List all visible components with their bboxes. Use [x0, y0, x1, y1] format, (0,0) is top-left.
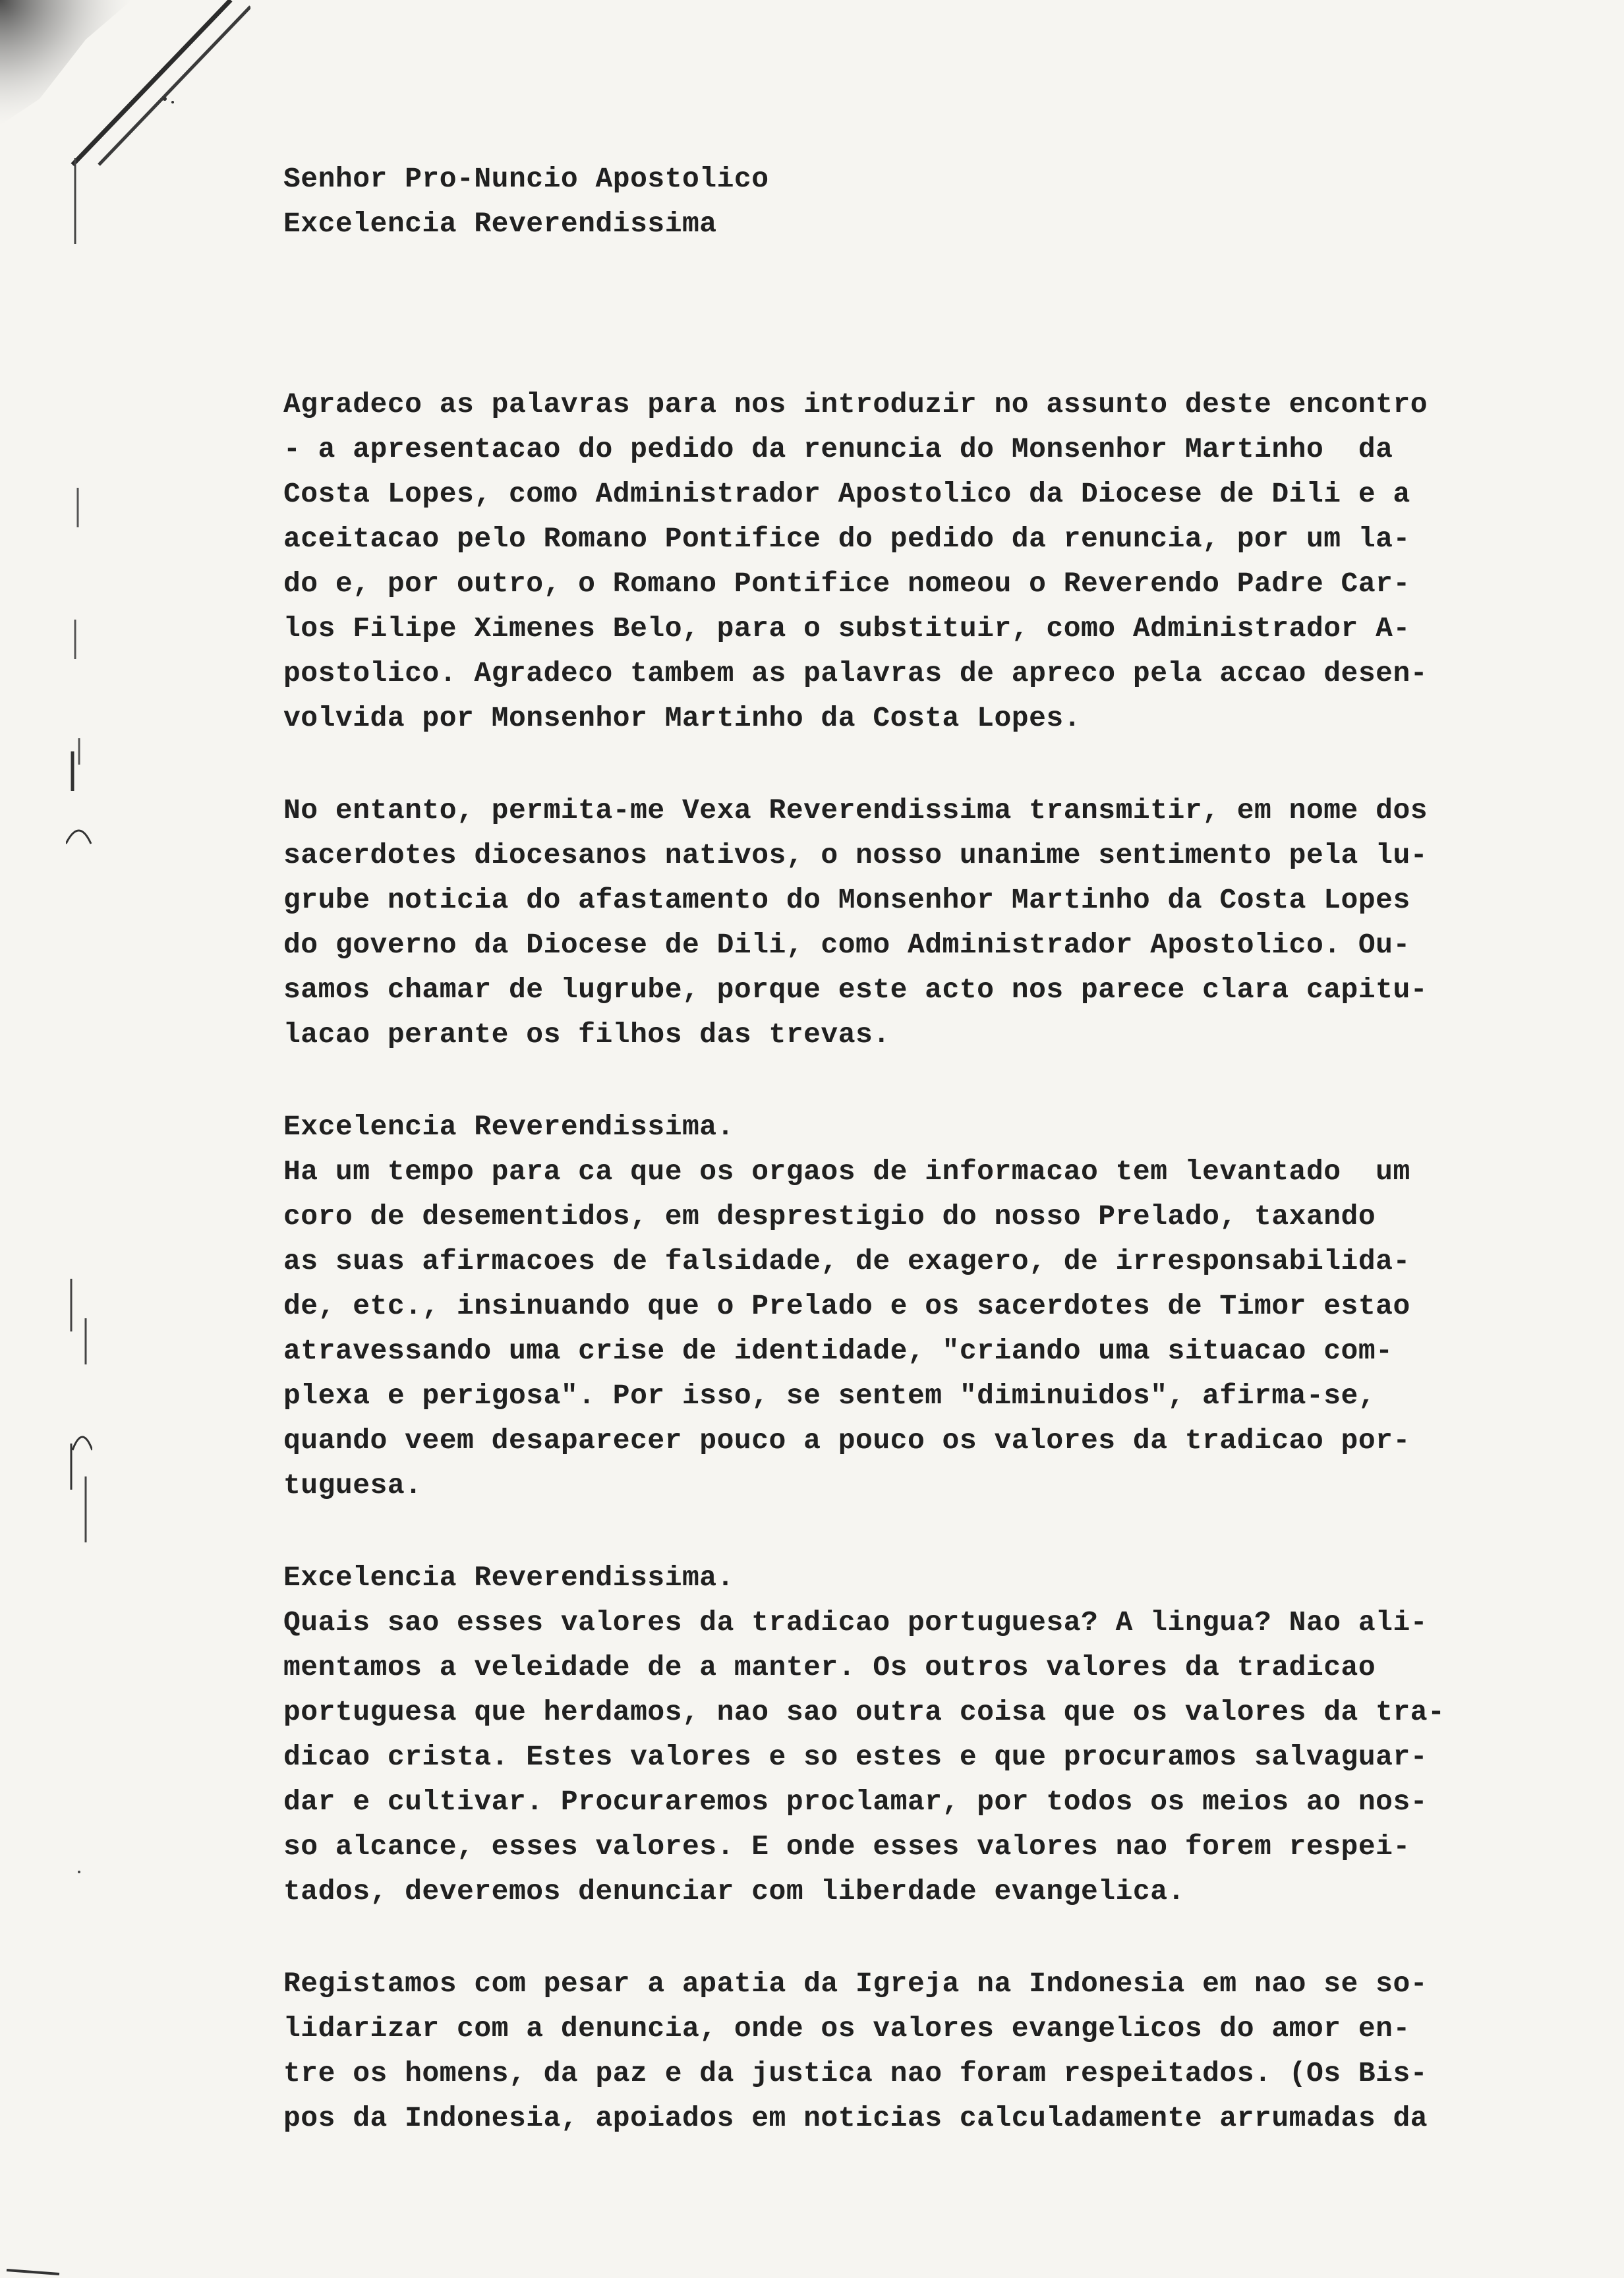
salutation	[283, 157, 1470, 247]
text-line: quando veem desaparecer pouco a pouco os valores da tradicao por-	[283, 1424, 1410, 1457]
text-line: Ha um tempo para ca que os orgaos de informacao tem levantado um	[283, 1155, 1410, 1188]
paragraph-heading: Excelencia Reverendissima.	[283, 1111, 734, 1143]
text-line: aceitacao pelo Romano Pontifice do pedido da renuncia, por um la-	[283, 523, 1410, 555]
text-line: de, etc., insinuando que o Prelado e os sacerdotes de Timor estao	[283, 1290, 1410, 1322]
text-line: Agradeco as palavras para nos introduzir no assunto deste encontro	[283, 388, 1428, 421]
text-line: grube noticia do afastamento do Monsenhor Martinho da Costa Lopes	[283, 884, 1410, 916]
text-line: plexa e perigosa". Por isso, se sentem "diminuidos", afirma-se,	[283, 1380, 1376, 1412]
text-line: do e, por outro, o Romano Pontifice nomeou o Reverendo Padre Car-	[283, 568, 1410, 600]
text-line: Registamos com pesar a apatia da Igreja na Indonesia em nao se so-	[283, 1968, 1428, 2000]
text-line: tados, deveremos denunciar com liberdade evangelica.	[283, 1875, 1185, 1908]
text-line: sacerdotes diocesanos nativos, o nosso unanime sentimento pela lu-	[283, 839, 1428, 871]
text-line: volvida por Monsenhor Martinho da Costa Lopes.	[283, 702, 1081, 734]
scan-corner-artifact	[0, 0, 250, 171]
text-line: portuguesa que herdamos, nao sao outra coisa que os valores da tra-	[283, 1696, 1445, 1728]
text-line: tuguesa.	[283, 1469, 422, 1502]
paragraph-5	[283, 1962, 1470, 2141]
text-line: dicao crista. Estes valores e so estes e que procuramos salvaguar-	[283, 1741, 1428, 1773]
text-line: postolico. Agradeco tambem as palavras de apreco pela accao desen-	[283, 657, 1428, 689]
text-line: so alcance, esses valores. E onde esses valores nao forem respei-	[283, 1830, 1410, 1863]
text-line: as suas afirmacoes de falsidade, de exagero, de irresponsabilida-	[283, 1245, 1410, 1277]
text-line: - a apresentacao do pedido da renuncia do Monsenhor Martinho da	[283, 433, 1393, 465]
paragraph-1	[283, 382, 1470, 741]
paragraph-heading: Excelencia Reverendissima.	[283, 1562, 734, 1594]
salutation-line-2: Excelencia Reverendissima	[283, 208, 717, 240]
text-line: lacao perante os filhos das trevas.	[283, 1018, 890, 1051]
text-line: lidarizar com a denuncia, onde os valores evangelicos do amor en-	[283, 2012, 1410, 2045]
letter-body	[283, 157, 1470, 2188]
paragraph-4	[283, 1556, 1470, 1914]
text-line: Quais sao esses valores da tradicao portuguesa? A lingua? Nao ali-	[283, 1606, 1428, 1639]
text-line: tre os homens, da paz e da justica nao foram respeitados. (Os Bis-	[283, 2057, 1428, 2089]
text-line: dar e cultivar. Procuraremos proclamar, por todos os meios ao nos-	[283, 1786, 1428, 1818]
text-line: No entanto, permita-me Vexa Reverendissima transmitir, em nome dos	[283, 794, 1428, 827]
text-line: los Filipe Ximenes Belo, para o substituir, como Administrador A-	[283, 612, 1410, 645]
text-line: pos da Indonesia, apoiados em noticias calculadamente arrumadas da	[283, 2102, 1428, 2134]
scan-bottom-artifact	[0, 2252, 79, 2278]
text-line: atravessando uma crise de identidade, "criando uma situacao com-	[283, 1335, 1393, 1367]
paragraph-3	[283, 1105, 1470, 1508]
text-line: Costa Lopes, como Administrador Apostolico da Diocese de Dili e a	[283, 478, 1410, 510]
text-line: do governo da Diocese de Dili, como Administrador Apostolico. Ou-	[283, 929, 1410, 961]
paragraph-2	[283, 788, 1470, 1057]
text-line: mentamos a veleidade de a manter. Os outros valores da tradicao	[283, 1651, 1376, 1683]
text-line: samos chamar de lugrube, porque este acto nos parece clara capitu-	[283, 974, 1428, 1006]
salutation-line-1: Senhor Pro-Nuncio Apostolico	[283, 163, 769, 195]
text-line: coro de desementidos, em desprestigio do nosso Prelado, taxando	[283, 1200, 1376, 1233]
page-edge-marks	[66, 158, 92, 2004]
